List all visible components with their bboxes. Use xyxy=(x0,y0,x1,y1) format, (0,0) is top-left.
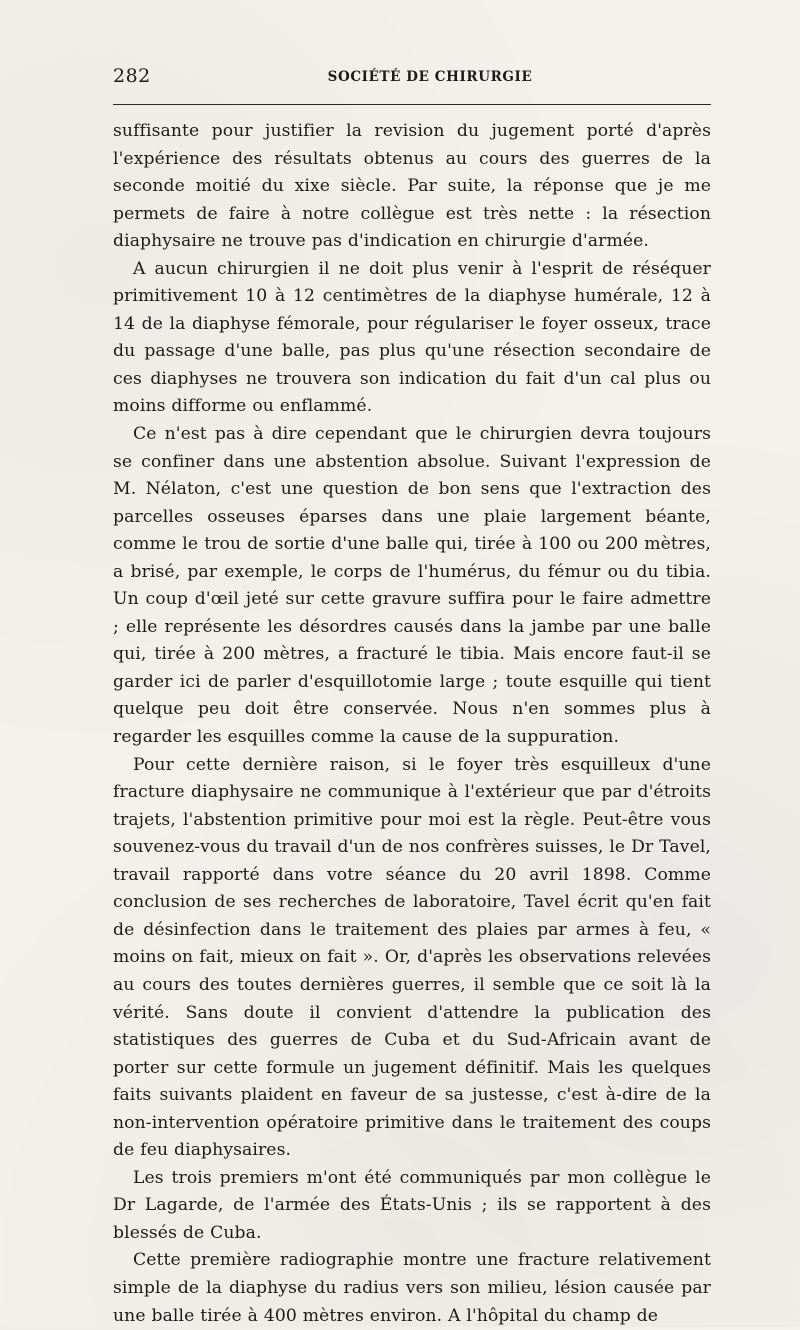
running-title: SOCIÉTÉ DE CHIRURGIE xyxy=(327,69,533,85)
paragraph: Les trois premiers m'ont été communiqués par mon collègue le Dr Lagarde, de l'armée des États-Unis ; ils se rapportent à des blessés de Cuba. xyxy=(113,1167,711,1243)
header-rule xyxy=(113,104,711,105)
paragraph: A aucun chirurgien il ne doit plus venir à l'esprit de réséquer primitivement 10 à 12 centimètres de la diaphyse humérale, 12 à 14 de la diaphyse fémorale, pour régulariser le foyer osseux, trace du passage d'une balle, pas plus qu'une résection secondaire de ces diaphyses ne trouvera son indication du fait d'un cal plus ou moins difforme ou enflammé. xyxy=(113,258,711,417)
paragraph: Ce n'est pas à dire cependant que le chirurgien devra toujours se confiner dans une abstention absolue. Suivant l'expression de M. Nélaton, c'est une question de bon sens que l'extraction des parcelles osseuses éparses dans une plaie largement béante, comme le trou de sortie d'une balle qui, tirée à 100 ou 200 mètres, a brisé, par exemple, le corps de l'humérus, du fémur ou du tibia. Un coup d'œil jeté sur cette gravure suffira pour le faire admettre ; elle représente les désordres causés dans la jambe par une balle qui, tirée à 200 mètres, a fracturé le tibia. Mais encore faut-il se garder ici de parler d'esquillotomie large ; toute esquille qui tient quelque peu doit être conservée. Nous n'en sommes plus à regarder les esquilles comme la cause de la suppuration. xyxy=(113,424,711,748)
page-number: 282 xyxy=(113,65,151,87)
paragraph: Cette première radiographie montre une fracture relativement simple de la diaphyse du radius vers son milieu, lésion causée par une balle tirée à 400 mètres environ. A l'hôpital du champ de xyxy=(113,1250,711,1326)
paragraph: suffisante pour justifier la revision du jugement porté d'après l'expérience des résultats obtenus au cours des guerres de la seconde moitié du xixe siècle. Par suite, la réponse que je me permets de faire à notre collègue est très nette : la résection diaphysaire ne trouve pas d'indication en chirurgie d'armée. xyxy=(113,121,711,252)
body-text xyxy=(113,118,711,1330)
paragraph: Pour cette dernière raison, si le foyer très esquilleux d'une fracture diaphysaire ne communique à l'extérieur que par d'étroits trajets, l'abstention primitive pour moi est la règle. Peut-être vous souvenez-vous du travail d'un de nos confrères suisses, le Dr Tavel, travail rapporté dans votre séance du 20 avril 1898. Comme conclusion de ses recherches de laboratoire, Tavel écrit qu'en fait de désinfection dans le traitement des plaies par armes à feu, « moins on fait, mieux on fait ». Or, d'après les observations relevées au cours des toutes dernières guerres, il semble que ce soit là la vérité. Sans doute il convient d'attendre la publication des statistiques des guerres de Cuba et du Sud-Africain avant de porter sur cette formule un jugement définitif. Mais les quelques faits suivants plaident en faveur de sa justesse, c'est à-dire de la non-intervention opératoire primitive dans le traitement des coups de feu diaphysaires. xyxy=(113,754,711,1161)
